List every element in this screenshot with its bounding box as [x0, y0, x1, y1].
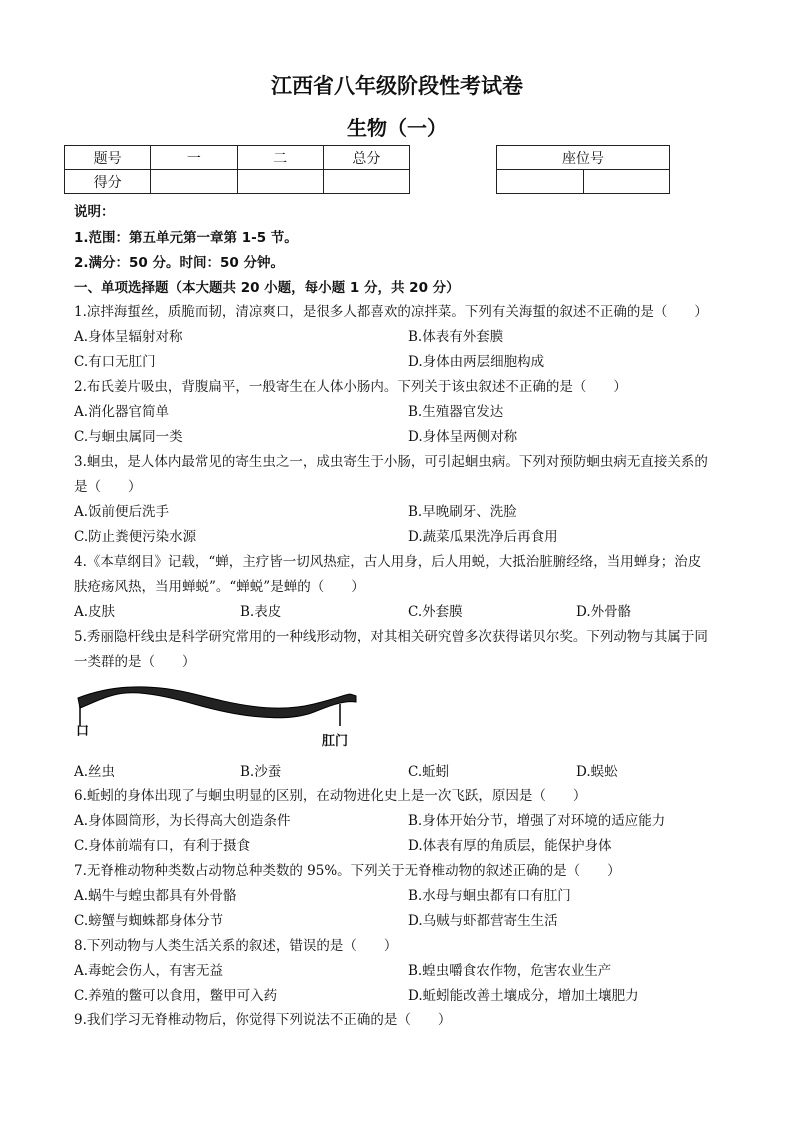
option-b: B.水母与蛔虫都有口有肛门 [408, 888, 571, 904]
score-cell: 一 [151, 146, 237, 170]
option-d: D.身体由两层细胞构成 [408, 354, 545, 370]
seat-cell [497, 170, 584, 194]
anus-label: 肛门 [322, 734, 349, 749]
question-stem-continued: 是（ ） [74, 479, 142, 495]
option-a: A.身体圆筒形，为长得高大创造条件 [74, 813, 291, 829]
worm-body [78, 687, 356, 718]
question-stem: 9.我们学习无脊椎动物后，你觉得下列说法不正确的是（ ） [74, 1012, 452, 1028]
score-cell: 二 [237, 146, 323, 170]
option-d: D.蚯蚓能改善土壤成分，增加土壤肥力 [408, 988, 639, 1004]
question-stem-continued: 一类群的是（ ） [74, 654, 196, 670]
exam-title: 江西省八年级阶段性考试卷 [271, 74, 523, 98]
notes-line: 1.范围：第五单元第一章第 1-5 节。 [74, 230, 298, 246]
score-table [64, 145, 410, 194]
question-stem: 4.《本草纲目》记载，“蝉，主疗皆一切风热症，古人用身，后人用蜕，大抵治脏腑经络，当用蝉身；治皮 [74, 554, 702, 570]
question-stem: 3.蛔虫，是人体内最常见的寄生虫之一，成虫寄生于小肠，可引起蛔虫病。下列对预防蛔虫病无直接关系的 [74, 454, 708, 470]
score-cell [151, 170, 237, 194]
score-table-header-row [65, 146, 410, 170]
question-stem: 2.布氏姜片吸虫，背腹扁平，一般寄生在人体小肠内。下列关于该虫叙述不正确的是（ ） [74, 379, 627, 395]
option-a: A.饭前便后洗手 [74, 504, 170, 520]
question-stem: 5.秀丽隐杆线虫是科学研究常用的一种线形动物，对其相关研究曾多次获得诺贝尔奖。下列动物与其属于同 [74, 629, 708, 645]
option-d: D.蜈蚣 [576, 764, 618, 780]
option-c: C.防止粪便污染水源 [74, 529, 197, 545]
score-cell [323, 170, 409, 194]
option-b: B.身体开始分节，增强了对环境的适应能力 [408, 813, 666, 829]
option-c: C.有口无肛门 [74, 354, 156, 370]
option-b: B.体表有外套膜 [408, 329, 504, 345]
notes-line: 2.满分：50 分。时间：50 分钟。 [74, 255, 284, 271]
option-c: C.身体前端有口，有利于摄食 [74, 838, 251, 854]
option-b: B.表皮 [240, 604, 282, 620]
option-a: A.丝虫 [74, 764, 116, 780]
seat-cell [583, 170, 670, 194]
option-d: D.体表有厚的角质层，能保护身体 [408, 838, 612, 854]
option-d: D.外骨骼 [576, 604, 632, 620]
option-a: A.消化器官简单 [74, 404, 170, 420]
option-c: C.螃蟹与蜘蛛都身体分节 [74, 913, 224, 929]
option-a: A.皮肤 [74, 604, 116, 620]
option-c: C.养殖的鳖可以食用，鳖甲可入药 [74, 988, 278, 1004]
score-cell [237, 170, 323, 194]
option-b: B.早晚刷牙、洗脸 [408, 504, 517, 520]
option-c: C.蚯蚓 [408, 764, 450, 780]
question-stem: 6.蚯蚓的身体出现了与蛔虫明显的区别，在动物进化史上是一次飞跃，原因是（ ） [74, 788, 587, 804]
score-cell: 题号 [65, 146, 151, 170]
option-d: D.身体呈两侧对称 [408, 429, 518, 445]
score-cell: 得分 [65, 170, 151, 194]
option-b: B.生殖器官发达 [408, 404, 504, 420]
section-heading: 一、单项选择题（本大题共 20 小题，每小题 1 分，共 20 分） [74, 280, 460, 296]
score-cell: 总分 [323, 146, 409, 170]
option-a: A.毒蛇会伤人，有害无益 [74, 963, 224, 979]
question-stem: 1.凉拌海蜇丝，质脆而韧，清凉爽口，是很多人都喜欢的凉拌菜。下列有关海蜇的叙述不正确的是（ ） [74, 304, 708, 320]
question-stem: 8.下列动物与人类生活关系的叙述，错误的是（ ） [74, 938, 398, 954]
option-c: C.与蛔虫属同一类 [74, 429, 183, 445]
option-c: C.外套膜 [408, 604, 463, 620]
question-stem: 7.无脊椎动物种类数占动物总种类数的 95%。下列关于无脊椎动物的叙述正确的是（ ） [74, 863, 621, 879]
option-a: A.蜗牛与蝗虫都具有外骨骼 [74, 888, 237, 904]
option-d: D.蔬菜瓜果洗净后再食用 [408, 529, 558, 545]
exam-subtitle: 生物（一） [347, 116, 447, 140]
question-stem-continued: 肤疮疡风热，当用蝉蜕”。“蝉蜕”是蝉的（ ） [74, 579, 365, 595]
mouth-label: 口 [76, 724, 90, 739]
option-b: B.蝗虫嚼食农作物，危害农业生产 [408, 963, 612, 979]
option-d: D.乌贼与虾都营寄生生活 [408, 913, 558, 929]
score-table-score-row [65, 170, 410, 194]
notes-heading: 说明： [74, 204, 115, 220]
option-b: B.沙蚕 [240, 764, 282, 780]
seat-table [496, 145, 670, 194]
seat-label: 座位号 [497, 146, 670, 170]
option-a: A.身体呈辐射对称 [74, 329, 183, 345]
